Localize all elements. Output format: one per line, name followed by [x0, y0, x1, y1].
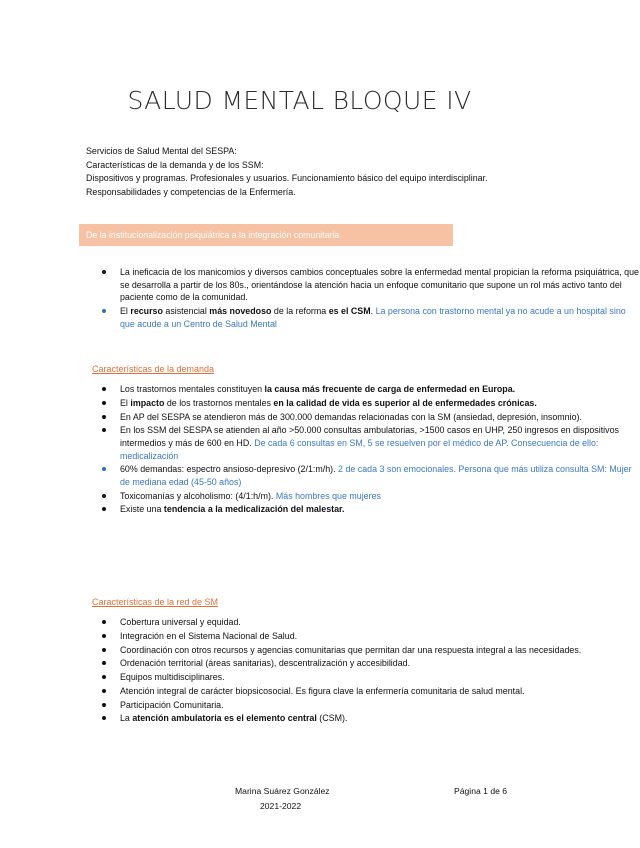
item-text: .	[370, 305, 376, 316]
list-item	[0, 699, 640, 712]
bullet-icon	[102, 507, 106, 511]
item-text: 2 de cada 3 son emocionales. Persona que más utiliza consulta SM: Mujer de mediana edad (45-50 años)	[120, 464, 632, 487]
item-text: atención ambulatoria es el elemento central	[132, 713, 317, 724]
item-text: es el CSM	[328, 305, 371, 316]
item-text: En AP del SESPA se atendieron más de 300.000 demandas relacionadas con la SM (ansiedad, depresión, insomnio).	[120, 411, 582, 422]
item-text: Más hombres que mujeres	[275, 490, 381, 501]
bullet-icon	[102, 401, 106, 405]
bullet-icon	[102, 494, 106, 498]
bullet-icon	[102, 428, 106, 432]
list-item	[0, 305, 640, 330]
list-item	[0, 616, 640, 629]
document-title: SALUD MENTAL BLOQUE IV	[127, 86, 472, 115]
reform-list	[0, 266, 640, 331]
item-text: Integración en el Sistema Nacional de Salud.	[120, 630, 298, 641]
intro-line: Dispositivos y programas. Profesionales y usuarios. Funcionamiento básico del equipo interdisciplinar.	[86, 173, 488, 183]
list-item	[0, 397, 640, 410]
bullet-icon	[102, 675, 106, 679]
section-heading: Características de la red de SM	[92, 597, 219, 607]
section-heading: Características de la demanda	[92, 364, 215, 374]
list-item	[0, 644, 640, 657]
bullet-icon	[102, 648, 106, 652]
footer-year: 2021-2022	[260, 801, 302, 811]
item-text: Equipos multidisciplinares.	[120, 672, 225, 683]
item-text: En los SSM del SESPA se atienden al año >50.000 consultas ambulatorias, >1500 casos en UHP, 250 ingresos en dispositivos intermedios y más de 600 en HD.	[120, 425, 619, 448]
item-text: De cada 6 consultas en SM, 5 se resuelven por el médico de AP. Consecuencia de ello: medicalización	[120, 437, 599, 461]
bullet-icon	[102, 703, 106, 707]
item-text: La	[120, 713, 133, 724]
list-item	[0, 657, 640, 670]
item-text: Cobertura universal y equidad.	[120, 617, 241, 627]
demand-list	[0, 383, 640, 517]
item-text: de los trastornos mentales	[164, 397, 274, 408]
item-text: Toxicomanías y alcoholismo: (4/1:h/m).	[120, 490, 276, 501]
list-item	[0, 424, 640, 462]
item-text: la causa más frecuente de carga de enfermedad en Europa.	[264, 384, 516, 394]
section-banner: De la institucionalización psiquiátrica a la integración comunitaria	[79, 224, 453, 246]
page-number: Página 1 de 6	[454, 786, 508, 796]
footer-author: Marina Suárez González	[235, 786, 330, 796]
item-text: El	[120, 397, 131, 408]
intro-block	[86, 145, 516, 199]
list-item	[0, 671, 640, 684]
item-text: de la reforma	[271, 305, 329, 316]
bullet-icon	[102, 634, 106, 638]
item-text: asistencial	[162, 305, 210, 316]
list-item	[0, 383, 640, 396]
item-text: impacto	[130, 397, 165, 408]
intro-line: Servicios de Salud Mental del SESPA:	[86, 146, 237, 156]
item-text: La persona con trastorno mental ya no acude a un hospital sino que acude a un Centro de Salud Mental	[120, 305, 626, 329]
list-item	[0, 630, 640, 643]
bullet-icon	[102, 689, 106, 693]
item-text: Coordinación con otros recursos y agencias comunitarias que permitan dar una respuesta integral a las necesidades.	[120, 644, 582, 655]
item-text: Participación Comunitaria.	[120, 699, 224, 710]
bullet-icon	[102, 387, 106, 391]
bullet-icon	[102, 270, 106, 274]
list-item	[0, 685, 640, 698]
bullet-icon	[102, 716, 106, 720]
item-text: recurso	[130, 305, 163, 316]
list-item	[0, 490, 640, 503]
list-item	[0, 503, 640, 516]
bullet-icon	[102, 309, 106, 313]
intro-line: Características de la demanda y de los SSM:	[86, 159, 264, 170]
bullet-icon	[102, 415, 106, 419]
item-text: Ordenación territorial (áreas sanitarias), descentralización y accesibilidad.	[120, 658, 411, 669]
list-item	[0, 411, 640, 424]
item-text: Los trastornos mentales constituyen	[120, 384, 265, 394]
item-text: (CSM).	[316, 713, 348, 724]
bullet-icon	[102, 661, 106, 665]
item-text: La ineficacia de los manicomios y diversos cambios conceptuales sobre la enfermedad mental propician la reforma psiquiátrica, que se desarrolla a partir de los 80s., orientándose la atención hacia un enfoque comunitario que supone un rol más activo tanto del paciente como de la comunidad.	[120, 267, 639, 303]
list-item	[0, 712, 640, 725]
item-text: Existe una	[120, 504, 164, 515]
item-text: más novedoso	[209, 305, 272, 316]
item-text: El	[120, 305, 131, 316]
item-text: Atención integral de carácter biopsicosocial. Es figura clave la enfermería comunitaria de salud mental.	[120, 685, 525, 696]
item-text: 60% demandas: espectro ansioso-depresivo (2/1:m/h).	[120, 464, 339, 475]
list-item	[0, 266, 640, 304]
network-list	[0, 616, 640, 726]
item-text: en la calidad de vida es superior al de enfermedades crónicas.	[273, 397, 537, 408]
intro-line: Responsabilidades y competencias de la Enfermería.	[86, 186, 296, 197]
item-text: tendencia a la medicalización del malestar.	[163, 504, 345, 515]
bullet-icon	[102, 467, 106, 471]
list-item	[0, 463, 640, 488]
bullet-icon	[102, 620, 106, 624]
